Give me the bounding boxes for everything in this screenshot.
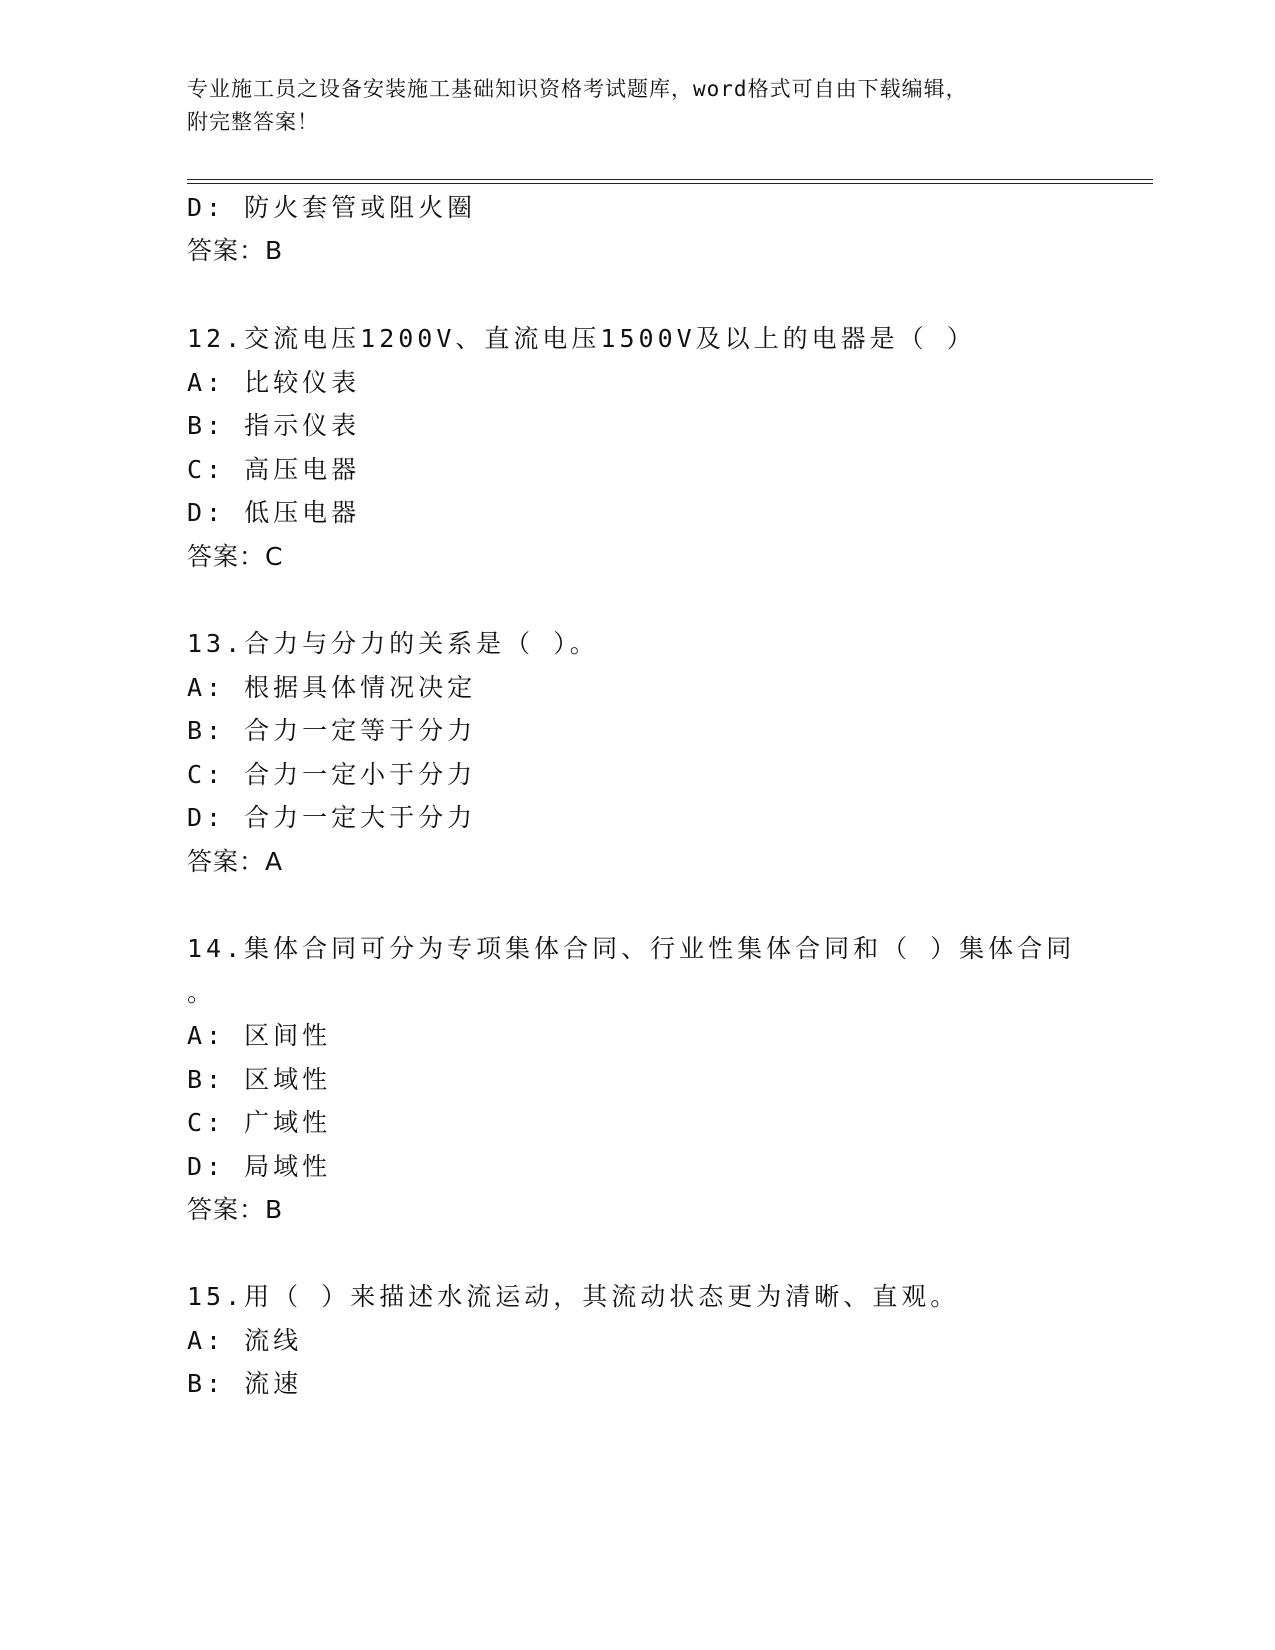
header-divider-bottom — [187, 183, 1153, 184]
q14-option-d: D: 局域性 — [187, 1152, 332, 1181]
q12-answer: 答案：C — [187, 542, 284, 571]
header-line-1: 专业施工员之设备安装施工基础知识资格考试题库，word格式可自由下载编辑， — [187, 77, 968, 101]
q13-stem: 13.合力与分力的关系是（ ）。 — [187, 629, 599, 658]
q15-option-b: B: 流速 — [187, 1369, 303, 1398]
q13-answer: 答案：A — [187, 847, 284, 876]
q12-option-c: C: 高压电器 — [187, 455, 361, 484]
q13-option-d: D: 合力一定大于分力 — [187, 803, 477, 832]
q13-option-b: B: 合力一定等于分力 — [187, 716, 477, 745]
q14-stem: 14.集体合同可分为专项集体合同、行业性集体合同和（ ）集体合同 — [187, 934, 1076, 963]
q14-option-b: B: 区域性 — [187, 1065, 332, 1094]
q15-option-a: A: 流线 — [187, 1326, 303, 1355]
q12-stem: 12.交流电压1200V、直流电压1500V及以上的电器是（ ） — [187, 324, 976, 353]
q14-stem-continuation: 。 — [187, 978, 217, 1007]
prev-answer: 答案：B — [187, 236, 284, 265]
q13-option-c: C: 合力一定小于分力 — [187, 760, 477, 789]
document-header — [187, 73, 1087, 139]
q14-answer: 答案：B — [187, 1195, 284, 1224]
q12-option-a: A: 比较仪表 — [187, 368, 361, 397]
header-line-2: 附完整答案！ — [187, 110, 319, 134]
q14-option-a: A: 区间性 — [187, 1021, 332, 1050]
q14-option-c: C: 广域性 — [187, 1108, 332, 1137]
q13-option-a: A: 根据具体情况决定 — [187, 673, 477, 702]
prev-option-d: D: 防火套管或阻火圈 — [187, 193, 477, 222]
header-divider-top — [187, 179, 1153, 180]
q12-option-b: B: 指示仪表 — [187, 411, 361, 440]
q12-option-d: D: 低压电器 — [187, 498, 361, 527]
q15-stem: 15.用（ ）来描述水流运动，其流动状态更为清晰、直观。 — [187, 1282, 960, 1311]
